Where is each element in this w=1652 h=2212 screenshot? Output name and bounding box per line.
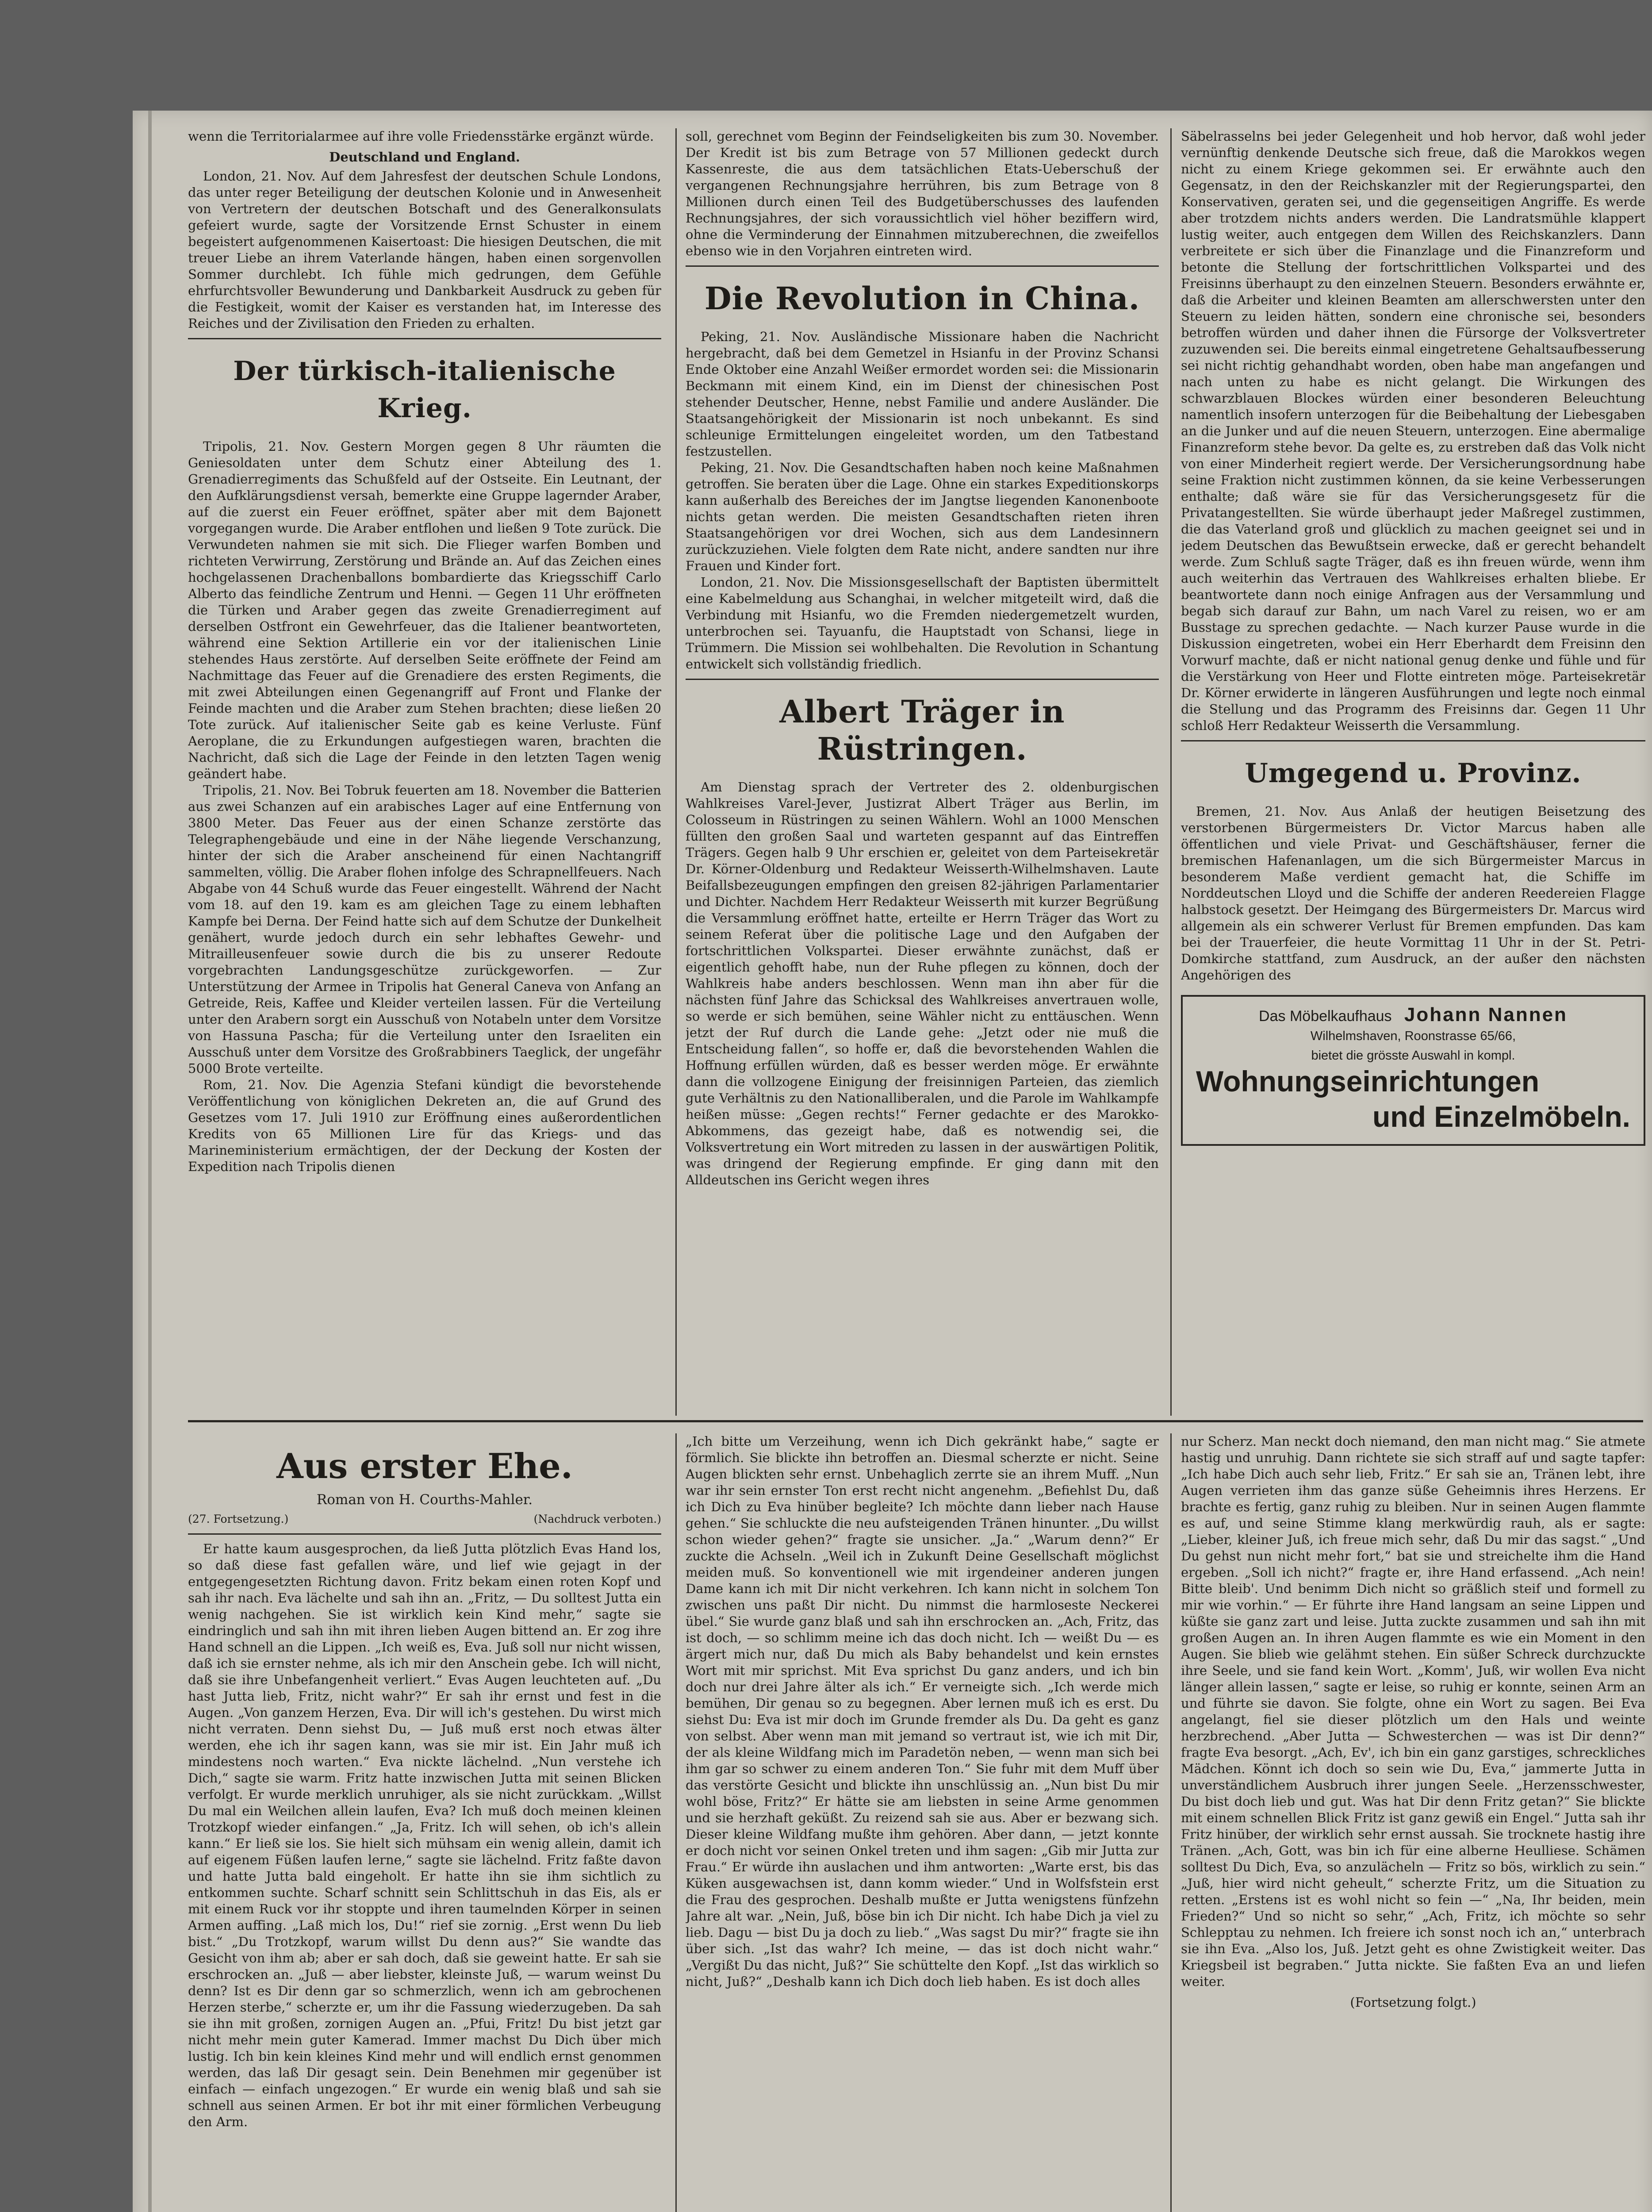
reprint-notice: (Nachdruck verboten.) [533,1513,661,1525]
novel-column-1 [188,1433,661,2212]
column-rule [1170,1433,1172,2212]
article-paragraph: London, 21. Nov. Die Missionsgesellschaft der Baptisten übermittelt eine Kabelmeldung aus Schanghai, in welcher mitgeteilt wird, daß die Verbindung mit Hsianfu, wo die Fremden niedergemetzelt wurden, unterbrochen sei. Tayuanfu, die Hauptstadt von Schansi, liege in Trümmern. Die Mission sei wohlbehalten. Die Revolution in Schantung entwickelt sich vollständig friedlich. [686,575,1159,672]
divider [188,1533,661,1535]
column-2 [686,128,1159,1411]
novel-text: Er hatte kaum ausgesprochen, da ließ Jutta plötzlich Evas Hand los, so daß diese fast gefallen wäre, und lief wie gejagt in der entgegengesetzten Richtung davon. Fritz bekam einen roten Kopf und sah ihr nach. Eva lächelte und sah ihn an. „Fritz, — Du solltest Jutta ein wenig nachgehen. Sie ist wirklich kein Kind mehr,“ sagte sie eindringlich und sah ihn mit ihren lieben Augen bittend an. Er zog ihre Hand schnell an die Lippen. „Ich weiß es, Eva. Juß soll nur nicht wissen, daß ich sie ernster nehme, als ich mir den Anschein gebe. Ich will nicht, daß sie ihre Unbefangenheit verliert.“ Evas Augen leuchteten auf. „Du hast Jutta lieb, Fritz, nicht wahr?“ Er sah ihr ernst und fest in die Augen. „Von ganzem Herzen, Eva. Dir will ich's gestehen. Du wirst mich nicht verraten. Denn siehst Du, — Juß muß erst noch etwas älter werden, ehe ich ihr sagen kann, was sie mir ist. Ein Jahr muß ich mindestens noch warten.“ Eva nickte lächelnd. „Nun verstehe ich Dich,“ sagte sie warm. Fritz hatte inzwischen Jutta mit seinen Blicken verfolgt. Er wurde merklich unruhiger, als sie nicht zurückkam. „Willst Du mal ein Weilchen allein laufen, Eva? Ich muß doch meinen kleinen Trotzkopf wieder einfangen.“ „Ja, Fritz. Ich will sehen, ob ich's allein kann.“ Er ließ sie los. Sie hielt sich mühsam ein wenig allein, damit ich auf eigenem Füßen laufen lerne,“ sagte sie lächelnd. Fritz faßte davon und hatte Jutta bald eingeholt. Er hatte ihn sie ihm sichtlich zu entkommen suchte. Scharf schnitt sein Schlittschuh in das Eis, als er mit einem Ruck vor ihr stoppte und ihren taumelnden Körper in seinen Armen auffing. „Laß mich los, Du!“ rief sie zornig. „Erst wenn Du lieb bist.“ „Du Trotzkopf, warum willst Du denn aus?“ Sie wandte das Gesicht von ihm ab; aber er sah doch, daß sie geweint hatte. Er sah sie erschrocken an. „Juß — aber liebster, kleinste Juß, — warum weinst Du denn? Ist es Dir denn gar so schmerzlich, wenn ich am gebrochenen Herzen sterbe,“ scherzte er, um ihr die Fassung wiederzugeben. Da sah sie ihn mit großen, zornigen Augen an. „Pfui, Fritz! Du bist jetzt gar nicht mehr mein guter Kamerad. Immer machst Du Dich über mich lustig. Ich bin kein kleines Kind mehr und will endlich ernst genommen werden, das laß Dir gesagt sein. Dein Benehmen mir gegenüber ist einfach — einfach ungezogen.“ Er wurde ein wenig blaß und sah sie schnell aus seinen Armen. Er bot ihr mit einer förmlichen Verbeugung den Arm. [188,1541,661,2129]
column-rule [1170,128,1172,1416]
divider [188,338,661,339]
novel-byline: Roman von H. Courths-Mahler. [316,1492,533,1508]
novel-column-3 [1181,1433,1645,2212]
article-paragraph: London, 21. Nov. Auf dem Jahresfest der deutschen Schule Londons, das unter reger Beteiligung der deutschen Kolonie und in Anwesenheit von Vertretern der deutschen Botschaft und des Generalkonsulats gefeiert wurde, sagte der Vorsitzende Ernst Schuster in einem begeistert aufgenommenen Kaisertoast: Die hiesigen Deutschen, die mit treuer Liebe an ihrem Vaterlande hängen, haben einen sorgenvollen Sommer durchlebt. Ich fühle mich gedrungen, dem Gefühle ehrfurchtsvoller Bewunderung und Dankbarkeit Ausdruck zu geben für die Festigkeit, womit der Kaiser es verstanden hat, im Interesse des Reiches und der Zivilisation den Frieden zu erhalten. [188,169,661,331]
installment-number: (27. Fortsetzung.) [188,1513,289,1525]
novel-text: nur Scherz. Man neckt doch niemand, den man nicht mag.“ Sie atmete hastig und unruhig. Dann richtete sie sich straff auf und sagte tapfer: „Ich habe Dich auch sehr lieb, Fritz.“ Er sah sie an, Tränen lebt, ihre Augen verrieten ihm das ganze süße Geheimnis ihres Herzens. Er brachte es fertig, ganz ruhig zu bleiben. Nur in seinen Augen flammte es auf, und seine Stimme klang merkwürdig rauh, als er sagte: „Lieber, kleiner Juß, ich freue mich sehr, daß Du mir das sagst.“ „Und Du gehst nun nicht mehr fort,“ bat sie und streichelte ihm die Hand ergeben. „Soll ich nicht?“ fragte er, ihre Hand erfassend. „Ach nein! Bitte bleib'. Und benimm Dich nicht so gräßlich steif und formell zu mir wie vorhin.“ — Er führte ihre Hand langsam an seine Lippen und küßte sie ganz zart und leise. Jutta zuckte zusammen und sah ihn mit großen Augen an. In ihren Augen flammte es wie ein Moment in den Augen. Sie blieb wie gelähmt stehen. Ein süßer Schreck durchzuckte ihre Seele, und sie fand kein Wort. „Komm', Juß, wir wollen Eva nicht länger allein lassen,“ sagte er leise, so ruhig er konnte, seinen Arm an und führte sie davon. Sie folgte, ohne ein Wort zu sagen. Bei Eva angelangt, fiel sie dieser plötzlich um den Hals und weinte herzbrechend. „Aber Jutta — Schwesterchen — was ist Dir denn?“ fragte Eva besorgt. „Ach, Ev', ich bin ein ganz garstiges, schreckliches Mädchen. Könnt ich doch so sein wie Du, Eva,“ jammerte Jutta in unverständlichem Ausbruch ihrer jungen Seele. „Herzensschwester, Du bist doch lieb und gut. Was hat Dir denn Fritz getan?“ Sie blickte mit einem schnellen Blick Fritz ist ganz gewiß ein Engel.“ Jutta sah ihr Fritz hinüber, der wirklich sehr ernst aussah. Sie trocknete hastig ihre Tränen. „Ach, Gott, was bin ich für eine alberne Heulliese. Schämen solltest Du Dich, Eva, so anzulächeln — Fritz so bös, wirklich zu sein.“ „Juß, hier wird nicht geheult,“ scherzte Fritz, um die Situation zu retten. „Erstens ist es wohl nicht so fein —“ „Na, Ihr beiden, mein Frieden?“ Und so nicht so sehr,“ „Ach, Fritz, ich möchte so sehr Schlepptau zu nehmen. Ich freiere ich sonst noch ich an,“ unterbrach sie ihn Eva. „Also los, Juß. Jetzt geht es ohne Zwistigkeit weiter. Das Kriegsbeil ist begraben.“ Jutta nickte. Sie faßten Eva an und liefen weiter. [1181,1434,1645,1989]
advertisement-johann-nannen [1181,995,1645,1146]
ad-line-1: Wohnungseinrichtungen [1196,1065,1540,1098]
divider [686,265,1159,267]
heading-tuerkisch-italienischer-krieg: Der türkisch-italienische Krieg. [233,356,616,424]
novel-title: Aus erster Ehe. [276,1446,573,1486]
column-rule [675,128,677,1416]
article-paragraph: Rom, 21. Nov. Die Agenzia Stefani kündigt die bevorstehende Veröffentlichung von königlichen Dekreten an, die auf Grund des Gesetzes vom 17. Juli 1910 zur Eröffnung eines außerordentlichen Kredits von 65 Millionen Lire für das Kriegs- und das Marineministerium ermächtigen, der der Deckung der Kosten der Expedition nach Tripolis dienen [188,1077,661,1174]
divider [686,679,1159,680]
continuation-notice: (Fortsetzung folgt.) [1350,1995,1476,2010]
article-paragraph: Tripolis, 21. Nov. Bei Tobruk feuerten am 18. November die Batterien aus zwei Schanzen auf ein arabisches Lager auf eine Entfernung von 3800 Meter. Das Feuer aus der einen Schanze zerstörte das Telegraphengebäude und eine in der Nähe liegende Verschanzung, hinter der sich die Araber anscheinend für einen Nachtangriff sammelten, völlig. Die Araber flohen infolge des Schrapnellfeuers. Nach Abgabe von 44 Schuß wurde das Feuer eingestellt. Während der Nacht vom 18. auf den 19. kam es am gleichen Tage zu einem lebhaften Kampfe bei Derna. Der Feind hatte sich auf dem Schutze der Dunkelheit genähert, wurde jedoch durch ein sehr lebhaftes Gewehr- und Mitrailleusenfeuer sowie durch die bis zu unserer Redoute vorgebrachten Landungsgeschütze zurückgeworfen. — Zur Unterstützung der Armee in Tripolis hat General Caneva von Anfang an Getreide, Reis, Kaffee und Kleider verteilen lassen. Für die Verteilung unter den Arabern sorgt ein Ausschuß von Notabeln unter dem Vorsitze von Hassuna Pascha; für die Verteilung unter den Israeliten ein Ausschuß unter dem Vorsitze des Großrabbiners Taeglick, der ungefähr 5000 Brote verteilte. [188,783,661,1076]
column-1 [188,128,661,1411]
article-paragraph: Am Dienstag sprach der Vertreter des 2. oldenburgischen Wahlkreises Varel-Jever, Justizrat Albert Träger aus Berlin, im Colosseum in Rüstringen zu seinen Wählern. Wohl an 1000 Menschen füllten den großen Saal und warteten gespannt auf das Eintreffen Trägers. Gegen halb 9 Uhr erschien er, geleitet von dem Parteisekretär Dr. Körner-Oldenburg und Redakteur Weisserth-Wilhelmshaven. Laute Beifallsbezeugungen empfingen den greisen 82-jährigen Parlamentarier und Dichter. Nachdem Herr Redakteur Weisserth mit kurzer Begrüßung die Versammlung eröffnet hatte, erteilte er Herrn Träger das Wort zu seinem Referat über die politische Lage und den Aufgaben der fortschrittlichen Volkspartei. Dieser erwähnte zunächst, daß er eigentlich gehofft habe, nun der Ruhe pflegen zu können, doch der Wahlkreis habe anders beschlossen. Wenn man ihn aber für die nächsten fünf Jahre das Schicksal des Wahlkreises anvertrauen wolle, so werde er sich bemühen, seine Wähler nicht zu enttäuschen. Wenn jetzt der Ruf durch die Lande gehe: „Jetzt oder nie muß die Entscheidung fallen“, so hoffe er, daß die bevorstehenden Wahlen die Hoffnung erfüllen würden, daß es besser werden möge. Er erwähnte dann die vollzogene Einigung der freisinnigen Parteien, das ziemlich gute Verhältnis zu den Nationalliberalen, und die Parole im Wahlkampfe heißen müsse: „Gegen rechts!“ Ferner gedachte er des Marokko-Abkommens, das gezeigt habe, daß es notwendig sei, die Volksvertretung ein Wort mitreden zu lassen in der auswärtigen Politik, was dringend der Regierung empfinde. Er ging dann mit den Alldeutschen ins Gericht wegen ihres [686,780,1159,1187]
heading-umgegend-provinz: Umgegend u. Provinz. [1245,758,1582,789]
ad-address: Wilhelmshaven, Roonstrasse 65/66, [1310,1029,1516,1043]
ad-tagline: bietet die grösste Auswahl in kompl. [1311,1048,1515,1063]
ad-company-name: Johann Nannen [1404,1004,1568,1025]
subheading-deutschland-england: Deutschland und England. [329,150,520,165]
binding-edge [148,111,152,2212]
ad-line-2: und Einzelmöbeln. [1372,1100,1630,1133]
column-3 [1181,128,1645,1411]
divider [1181,740,1645,741]
ad-prefix: Das Möbelkaufhaus [1259,1008,1392,1025]
newspaper-page [133,111,1652,2212]
heading-albert-traeger: Albert Träger in Rüstringen. [779,693,1065,767]
continued-text: soll, gerechnet vom Beginn der Feindseligkeiten bis zum 30. November. Der Kredit ist bis zum Betrage von 57 Millionen gedeckt durch Kassenreste, die aus dem tatsächlichen Etats-Ueberschuß der vergangenen Rechnungsjahre herrühren, bis zum Betrage von 8 Millionen durch einen Teil des Budgetüberschusses des laufenden Rechnungsjahres, der sich voraussichtlich viel höher beziffern wird, ohne die Verminderung der Einnahmen mitzuberechnen, die zweifellos ebenso wie in den Vorjahren eintreten wird. [686,129,1159,258]
novel-meta [188,1511,661,1527]
article-paragraph: Bremen, 21. Nov. Aus Anlaß der heutigen Beisetzung des verstorbenen Bürgermeisters Dr. Victor Marcus haben alle öffentlichen und viele Privat- und Geschäftshäuser, ferner die bremischen Hafenanlagen, um die sich Bürgermeister Marcus in besonderem Maße verdient gemacht hat, die Schiffe im Norddeutschen Lloyd und die Schiffe der anderen Reedereien Flagge halbstock gesetzt. Der Heimgang des Bürgermeisters Dr. Marcus wird allgemein als ein schwerer Verlust für Bremen empfunden. Das kam bei der Trauerfeier, die heute Vormittag 11 Uhr in der St. Petri-Domkirche stattfand, zum Ausdruck, an der außer den nächsten Angehörigen des [1181,804,1645,983]
column-rule [675,1433,677,2212]
continued-text: wenn die Territorialarmee auf ihre volle Friedensstärke ergänzt würde. [188,129,654,144]
article-paragraph: Peking, 21. Nov. Die Gesandtschaften haben noch keine Maßnahmen getroffen. Sie beraten über die Lage. Ohne ein starkes Expeditionskorps kann außerhalb des Bereiches der im Jangtse liegenden Kanonenboote nichts getan werden. Die meisten Gesandtschaften rieten ihren Staatsangehörigen vor drei Wochen, sich aus dem Landesinnern zurückzuziehen. Viele folgten dem Rate nicht, andere sandten nur ihre Frauen und Kinder fort. [686,460,1159,573]
ad-header [1196,1006,1630,1025]
continued-text: Säbelrasselns bei jeder Gelegenheit und hob hervor, daß wohl jeder vernünftig denkende Deutsche sich freue, daß die Marokkos wegen nicht zu einem Kriege gekommen sei. Er erwähnte auch den Gegensatz, in den der Reichskanzler mit der Regierungspartei, den Konservativen, geraten sei, und die gegenseitigen Angriffe. Es werde aber trotzdem nichts anders werden. Die Landratsmühle klappert lustig weiter, auch entgegen dem Willen des Reichskanzlers. Dann verbreitete er sich über die Finanzlage und die Finanzreform und betonte die Stellung der fortschrittlichen Volkspartei und des Freisinns überhaupt zu den einzelnen Steuern. Besonders erwähnte er, daß die Arbeiter und kleinen Beamten am allerschwersten unter den Steuern zu leiden hätten, sondern eine chronische sei, besonders betroffen würden und daher ihnen die Fürsorge der Volksvertreter zuzuwenden sei. Die bereits einmal eingetretene Gehaltsaufbesserung sei nicht richtig gehandhabt worden, oben habe man angefangen und nach unten zu habe es nicht gelangt. Die Wirkungen des schwarzblauen Blockes würden einer besonderen Beleuchtung namentlich insofern unterzogen für die Beibehaltung der Liebesgaben an die Junker und auf die neuen Steuern, unterzogen. Eine abermalige Finanzreform stehe bevor. Da gelte es, zu erstreben daß das Volk nicht von einer Minderheit regiert werde. Der Versicherungsordnung habe seine Fraktion nicht zustimmen können, da sie keine Verbesserungen enthalte; daß wäre sie für das Versicherungsgesetz für die Privatangestellten. Sie würde überhaupt jeder Maßregel zustimmen, die das Vaterland groß und glücklich zu machen geeignet sei und in jedem Deutschen das Bewußtsein erwecke, daß er gerecht behandelt werde. Zum Schluß sagte Träger, daß es ihn freuen würde, wenn ihm auch weiterhin das Vertrauen des Wahlkreises erhalten bliebe. Er beantwortete dann noch einige Anfragen aus der Versammlung und begab sich darauf zur Bahn, um nach Varel zu reisen, wo er am Busstage zu sprechen gedachte. — Nach kurzer Pause wurde in die Diskussion eingetreten, wobei ein Herr Eberhardt dem Freisinn den Vorwurf machte, daß er nicht national genug denke und fühle und für die Verstärkung von Heer und Flotte eintreten möge. Parteisekretär Dr. Körner erwiderte in längeren Ausführungen und legte noch einmal die Stellung und das Programm des Freisinns dar. Gegen 11 Uhr schloß Herr Redakteur Weisserth die Versammlung. [1181,129,1645,733]
feuilleton-separator [188,1420,1643,1422]
article-paragraph: Tripolis, 21. Nov. Gestern Morgen gegen 8 Uhr räumten die Geniesoldaten unter dem Schutz einer Abteilung des 1. Grenadierregiments das Schußfeld auf der Ostseite. Ein Leutnant, der den Aufklärungsdienst versah, bemerkte eine Gruppe lagernder Araber, auf die zuerst ein Feuer eröffnet, später aber mit dem Bajonett vorgegangen wurde. Die Araber entflohen und ließen 9 Tote zurück. Die Verwundeten nahmen sie mit sich. Die Flieger warfen Bomben und richteten Verwirrung, Zerstörung und Brände an. Auf das Zeichen eines hochgelassenen Drachenballons bombardierte das Kriegsschiff Carlo Alberto das feindliche Zentrum und Henni. — Gegen 11 Uhr eröffneten die Türken und Araber gegen das zweite Grenadierregiment auf derselben Ostfront ein Gewehrfeuer, das die Italiener beantworteten, während eine Sektion Artillerie ein vor der italienischen Linie stehendes Haus zerstörte. Auf derselben Seite eröffnete der Feind am Nachmittage das Feuer auf die Grenadiere des ersten Regiments, die mit zwei Abteilungen einen Gegenangriff auf Front und Flanke der Feinde machten und die Araber zum Stehen brachten; diese ließen 20 Tote zurück. Auf italienischer Seite gab es keine Verluste. Fünf Aeroplane, die zu Erkundungen aufgestiegen waren, brachten die Nachricht, daß sich die Lage der Feinde in den letzten Tagen wenig geändert habe. [188,439,661,781]
article-paragraph: Peking, 21. Nov. Ausländische Missionare haben die Nachricht hergebracht, daß bei dem Gemetzel in Hsianfu in der Provinz Schansi Ende Oktober eine Anzahl Weißer ermordet worden sei: die Missionarin Beckmann mit einem Kind, ein im Dienst der chinesischen Post stehender Deutscher, Henne, nebst Familie und andere Ausländer. Die Staatsangehörigkeit der Missionarin ist noch unbekannt. Es sind schleunige Ermittelungen eingeleitet worden, um den Tatbestand festzustellen. [686,329,1159,459]
novel-text: „Ich bitte um Verzeihung, wenn ich Dich gekränkt habe,“ sagte er förmlich. Sie blickte ihn betroffen an. Diesmal scherzte er nicht. Seine Augen blickten sehr ernst. Unbehaglich zerrte sie an ihrem Muff. „Nun war ihr sein ernster Ton erst recht nicht angenehm. „Befiehlst Du, daß ich Dich zu Eva hinüber begleite? Ich möchte dann lieber nach Hause gehen.“ Sie schluckte die neu aufsteigenden Tränen hinunter. „Du willst schon wieder gehen?“ fragte sie unsicher. „Ja.“ „Warum denn?“ Er zuckte die Achseln. „Weil ich in Zukunft Deine Gesellschaft möglichst meiden muß. So konventionell wie mit irgendeiner anderen jungen Dame kann ich mit Dir nicht verkehren. Ich kann nicht in solchem Ton zwischen uns paßt Dir nicht. Du nimmst die harmloseste Neckerei übel.“ Sie wurde ganz blaß und sah ihn erschrocken an. „Ach, Fritz, das ist doch, — so schlimm meine ich das doch nicht. Ich — weißt Du — es ärgert mich nur, daß Du mich als Baby behandelst und kein ernstes Wort mit mir sprichst. Mit Eva sprichst Du ganz anders, und ich bin doch nur drei Jahre älter als ich.“ Er verneigte sich. „Ich werde mich bemühen, Dir genau so zu begegnen. Aber lernen muß ich es erst. Du siehst Du: Eva ist mir doch im Grunde fremder als Du. Da geht es ganz von selbst. Aber wenn man mit jemand so vertraut ist, wie ich mit Dir, der als kleine Wildfang mich im Paradetön neben, — wenn man sich bei ihm gar so schwer zu einem anderen Ton.“ Sie fuhr mit dem Muff über das verstörte Gesicht und blickte ihn unschlüssig an. „Nun bist Du mir wohl böse, Fritz?“ Er hätte sie am liebsten in seine Arme genommen und sie herzhaft geküßt. Zu reizend sah sie aus. Aber er bezwang sich. Dieser kleine Wildfang mußte ihm gehören. Aber dann, — jetzt konnte er doch nicht vor seinen Onkel treten und ihm sagen: „Gib mir Jutta zur Frau.“ Er würde ihn auslachen und ihm antworten: „Warte erst, bis das Küken ausgewachsen ist, dann komm wieder.“ Und in Wolfsfstein erst die Frau des gesprochen. Deshalb mußte er Jutta wenigstens fünfzehn Jahre alt war. „Nein, Juß, böse bin ich Dir nicht. Ich habe Dich ja viel zu lieb. Dagu — bist Du ja doch zu lieb.“ „Was sagst Du mir?“ fragte sie ihn über sich. „Ist das wahr? Ich meine, — das ist doch nicht wahr.“ „Vergißt Du das nicht, Juß?“ Sie schüttelte den Kopf. „Ist das wirklich so nicht, Juß?“ „Deshalb kann ich Dich doch lieb haben. Es ist doch alles [686,1434,1159,1989]
novel-column-2 [686,1433,1159,2212]
heading-revolution-in-china: Die Revolution in China. [704,280,1140,317]
